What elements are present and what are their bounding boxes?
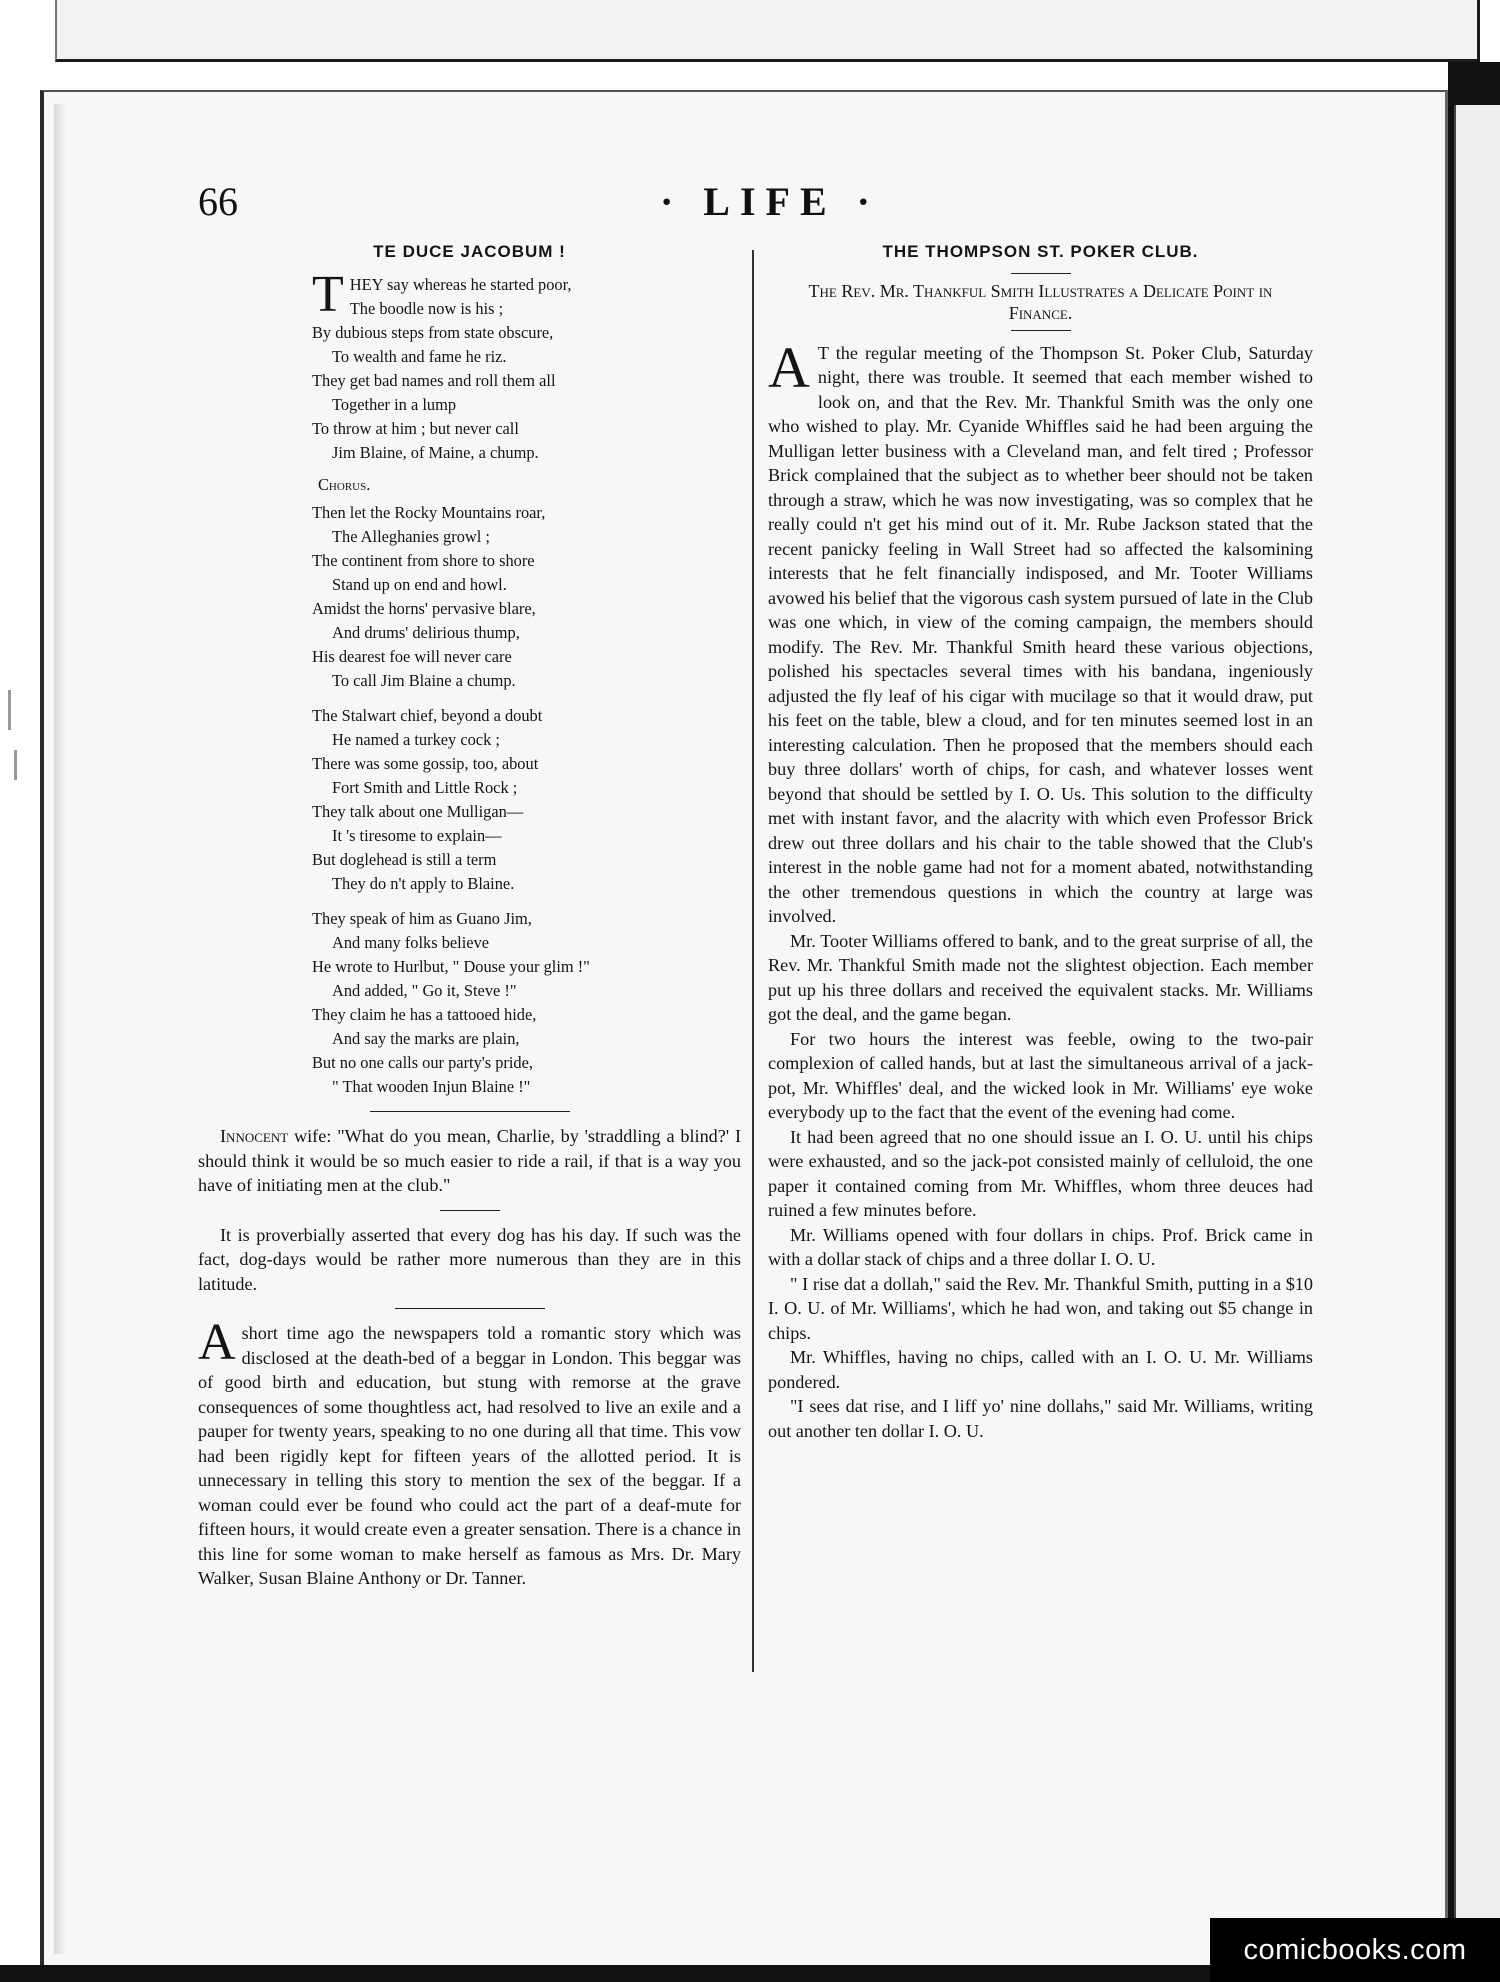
poem-line: His dearest foe will never care <box>312 647 512 666</box>
previous-page-edge <box>55 0 1480 62</box>
left-column <box>198 240 741 1591</box>
poem-line: He named a turkey cock ; <box>332 730 500 749</box>
innocent-lead: Innocent <box>220 1126 289 1146</box>
section-rule <box>1011 330 1071 331</box>
section-rule <box>370 1111 570 1112</box>
poem-line: The continent from shore to shore <box>312 551 535 570</box>
article-paragraph: Mr. Tooter Williams offered to bank, and to the great surprise of all, the Rev. Mr. Thankful Smith made not the slightest objection. Each member put up his three dollars and received the equivalent stacks. Mr. Williams got the deal, and the game began. <box>768 930 1313 1024</box>
poem-line: To call Jim Blaine a chump. <box>332 671 516 690</box>
poem-line: And many folks believe <box>332 933 490 952</box>
poem-line: Fort Smith and Little Rock ; <box>332 778 518 797</box>
poem-line: To throw at him ; but never call <box>312 418 519 438</box>
poem-line: The Stalwart chief, beyond a doubt <box>312 706 543 725</box>
innocent-text: wife: "What do you mean, Charlie, by 'straddling a blind?' I should think it would be so much easier to ride a rail, if that is a way you have of initiating men at the club." <box>198 1126 741 1195</box>
article-paragraph: T the regular meeting of the Thompson St. Poker Club, Saturday night, there was trouble. It seemed that each member wished to look on, and that the Rev. Mr. Thankful Smith was the only one who wished to play. Mr. Cyanide Whiffles said he had been arguing the Mulligan letter business with a Cleveland man, and felt tired ; Professor Brick complained that the subject as to whether beer should not be taken through a straw, which he was now investigating, was so complex that he really could n't get his mind out of it. Mr. Rube Jackson stated that the recent panicky feeling in Wall Street had so affected the kalsomining interests that he felt financially indisposed, and Mr. Tooter Williams avowed his belief that the vigorous cash system pursued of late in the Club was one which, in view of the coming campaign, the members should modify. The Rev. Mr. Thankful Smith heard these various objections, polished his spectacles several times with his bandana, ingeniously adjusted the fly leaf of his cigar with mucilage so that it would draw, put his feet on the table, blew a cloud, and for ten minutes seemed lost in an interesting calculation. Then he proposed that the members should each buy three dollars' worth of chips, for cash, and whatever losses went beyond that should be settled by I. O. Us. This solution to the difficulty met with instant favor, and the alacrity with which even Professor Brick drew out three dollars and his chair to the table showed that the Club's interest in the noble game had not for a moment abated, notwithstanding the other tremendous questions in which the country at large was involved. <box>768 342 1314 926</box>
poem-drop-cap: T <box>312 265 344 323</box>
poem-line: It 's tiresome to explain— <box>332 826 502 845</box>
poem-line: To wealth and fame he riz. <box>332 346 507 366</box>
page-gutter-shadow <box>54 104 66 1954</box>
poem-line: By dubious steps from state obscure, <box>312 322 554 342</box>
innocent-paragraph <box>198 1124 741 1198</box>
poem-line: Together in a lump <box>332 394 457 414</box>
article-drop-cap: A <box>768 334 810 400</box>
poem-line: There was some gossip, too, about <box>312 754 539 773</box>
poem-line: They talk about one Mulligan— <box>312 802 524 821</box>
chorus-label: Chorus. <box>318 474 371 494</box>
poem-line: But no one calls our party's pride, <box>312 1053 533 1072</box>
site-watermark: comicbooks.com <box>1210 1918 1500 1982</box>
article-paragraph: "I sees dat rise, and I liff yo' nine dollahs," said Mr. Williams, writing out another ten dollar I. O. U. <box>768 1396 1313 1441</box>
column-divider <box>752 250 754 1672</box>
poem-line: He wrote to Hurlbut, " Douse your glim !" <box>312 957 590 976</box>
article-paragraph: Mr. Whiffles, having no chips, called with an I. O. U. Mr. Williams pondered. <box>768 1347 1313 1392</box>
poem-chorus <box>312 501 741 1099</box>
poem-line: They speak of him as Guano Jim, <box>312 909 532 928</box>
poem-line: Then let the Rocky Mountains roar, <box>312 503 546 522</box>
article-subtitle: The Rev. Mr. Thankful Smith Illustrates a Delicate Point in Finance. <box>808 280 1273 323</box>
section-rule <box>1011 273 1071 274</box>
article-paragraph: " I rise dat a dollah," said the Rev. Mr. Thankful Smith, putting in a $10 I. O. U. of Mr. Williams', which he had won, and taking out $5 change in chips. <box>768 1273 1313 1343</box>
poem-line: Stand up on end and howl. <box>332 575 507 594</box>
page-number: 66 <box>198 179 238 224</box>
poem-line: And added, " Go it, Steve !" <box>332 981 517 1000</box>
poem-line: " That wooden Injun Blaine !" <box>332 1077 531 1096</box>
section-rule <box>440 1210 500 1211</box>
beggar-drop-cap: A <box>198 1314 236 1371</box>
poem-line: And say the marks are plain, <box>332 1029 520 1048</box>
poem-stanza-1 <box>312 265 741 465</box>
poem-line: But doglehead is still a term <box>312 850 497 869</box>
poem-line: And drums' delirious thump, <box>332 623 520 642</box>
section-rule <box>395 1308 545 1309</box>
poem-line: HEY say whereas he started poor, <box>349 274 572 294</box>
binding-marks <box>0 680 30 800</box>
beggar-text: short time ago the newspapers told a romantic story which was disclosed at the death-bed of a beggar in London. This beggar was of good birth and education, but stung with remorse at the grave consequences of some thoughtless act, had resolved to live an exile and a pauper for twenty years, speaking to no one during all that time. This vow had been rigidly kept for fifteen years of the allotted period. It is unnecessary in telling this story to mention the sex of the beggar. If a woman could ever be found who could act the part of a deaf-mute for fifteen hours, it would create even a greater sensation. There is a chance in this line for some woman to make herself as famous as Mrs. Dr. Mary Walker, Susan Blaine Anthony or Dr. Tanner. <box>198 1323 741 1588</box>
poem-line: They get bad names and roll them all <box>312 370 556 390</box>
poem-line: Jim Blaine, of Maine, a chump. <box>332 442 539 462</box>
article-paragraph: It had been agreed that no one should issue an I. O. U. until his chips were exhausted, and so the jack-pot consisted mainly of celluloid, the one paper it contained coming from Mr. Whiffles, whom three deuces had ruined a few minutes before. <box>768 1126 1313 1220</box>
dog-paragraph <box>198 1223 741 1297</box>
poem <box>312 265 741 465</box>
article-title: THE THOMPSON ST. POKER CLUB. <box>882 242 1199 261</box>
right-column <box>768 240 1313 1443</box>
masthead-title: · LIFE · <box>659 179 881 224</box>
poem-line: Amidst the horns' pervasive blare, <box>312 599 536 618</box>
poem-line: The Alleghanies growl ; <box>332 527 490 546</box>
article-paragraph: Mr. Williams opened with four dollars in chips. Prof. Brick came in with a dollar stack of chips and a three dollar I. O. U. <box>768 1224 1313 1269</box>
beggar-paragraph <box>198 1314 741 1591</box>
article-paragraph: For two hours the interest was feeble, owing to the two-pair complexion of called hands, but at last the simultaneous arrival of a jack-pot, Mr. Whiffles' deal, and the wicked look in Mr. Williams' eye woke everybody up to the fact that the event of the evening had come. <box>768 1028 1313 1122</box>
poem-line: They do n't apply to Blaine. <box>332 874 515 893</box>
poem-line: They claim he has a tattooed hide, <box>312 1005 537 1024</box>
dog-text: It is proverbially asserted that every dog has his day. If such was the fact, dog-days would be rather more numerous than they are in this latitude. <box>198 1224 741 1294</box>
poem-title: TE DUCE JACOBUM ! <box>373 242 566 261</box>
article-body <box>768 334 1314 1444</box>
next-page-edge <box>1454 105 1500 1965</box>
poem-line: The boodle now is his ; <box>349 298 504 318</box>
